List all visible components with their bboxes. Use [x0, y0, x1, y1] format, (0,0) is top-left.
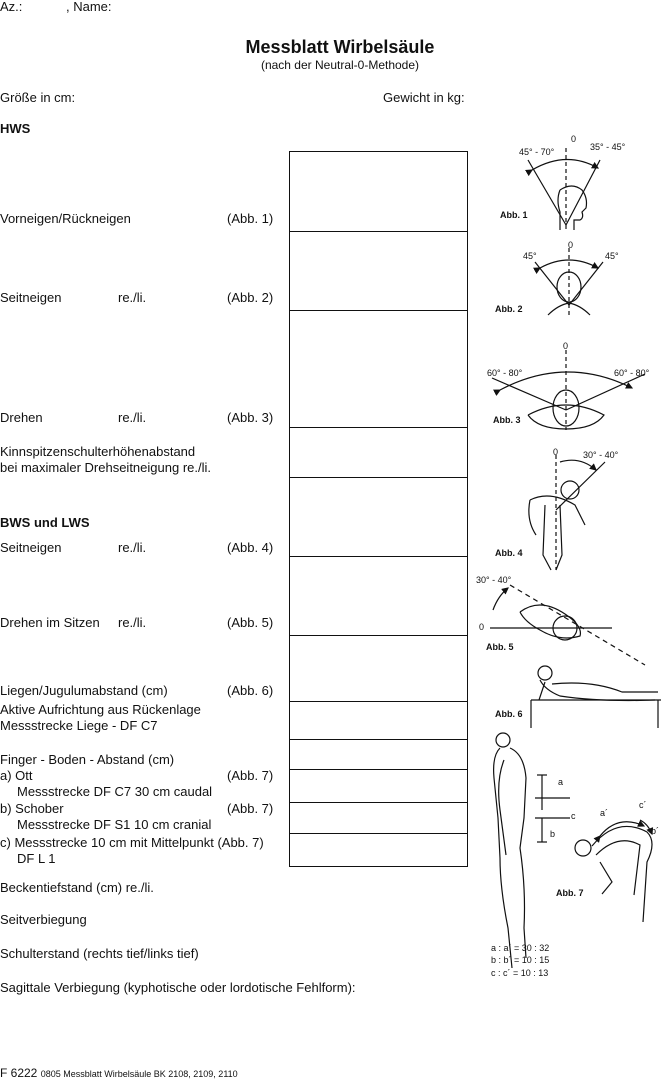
- abb7-ratio-b: b : b´ = 10 : 15: [491, 955, 550, 965]
- footer: [0, 1066, 238, 1080]
- abb7-c2: c´: [639, 800, 647, 810]
- abb2-figure: [535, 248, 603, 315]
- abb7-caption: Abb. 7: [556, 888, 584, 898]
- row-ref: (Abb. 2): [227, 290, 274, 305]
- row-side: re./li.: [118, 615, 147, 630]
- weight-label: Gewicht in kg:: [383, 90, 465, 105]
- az-label: Az.:: [0, 0, 23, 14]
- abb4-angle: 30° - 40°: [583, 450, 619, 460]
- abb7-b2: b´: [651, 826, 660, 836]
- row-label: Messstrecke Liege - DF C7: [0, 718, 158, 733]
- abb7-c: c: [571, 811, 576, 821]
- abb3-figure: [492, 350, 645, 430]
- abb7-ratio-a: a : a´ = 30 : 32: [491, 943, 550, 953]
- row-label: Finger - Boden - Abstand (cm): [0, 752, 175, 767]
- size-label: Größe in cm:: [0, 90, 76, 105]
- row-label: b) Schober: [0, 801, 64, 816]
- section-hws: HWS: [0, 121, 31, 136]
- name-label: , Name:: [66, 0, 112, 14]
- abb6-figure: [531, 666, 661, 728]
- abb1-figure: [528, 148, 600, 230]
- abb1-right-angle: 35° - 45°: [590, 142, 626, 152]
- row-label: Aktive Aufrichtung aus Rückenlage: [0, 702, 201, 717]
- row-side: re./li.: [118, 290, 147, 305]
- row-label: Seitneigen: [0, 290, 62, 305]
- abb3-caption: Abb. 3: [493, 415, 521, 425]
- abb2-left-angle: 45°: [523, 251, 537, 261]
- abb7-a2: a´: [600, 808, 609, 818]
- row-label: Messstrecke DF S1 10 cm cranial: [17, 817, 212, 832]
- row-label: a) Ott: [0, 768, 33, 783]
- abb5-figure: [490, 585, 645, 665]
- abb7-ratio-c: c : c´ = 10 : 13: [491, 968, 549, 978]
- row-label: bei maximaler Drehseitneigung re./li.: [0, 460, 211, 475]
- row-label: Kinnspitzenschulterhöhenabstand: [0, 444, 196, 459]
- abb5-caption: Abb. 5: [486, 642, 514, 652]
- row-label: Seitverbiegung: [0, 912, 87, 927]
- row-ref: (Abb. 7): [227, 768, 274, 783]
- row-ref: (Abb. 1): [227, 211, 274, 226]
- page-title: Messblatt Wirbelsäule: [245, 37, 435, 57]
- form-description: 0805 Messblatt Wirbelsäule BK 2108, 2109, 2110: [40, 1069, 238, 1079]
- row-label: Drehen im Sitzen: [0, 615, 100, 630]
- row-label: Beckentiefstand (cm) re./li.: [0, 880, 154, 895]
- row-ref: (Abb. 4): [227, 540, 274, 555]
- abb1-caption: Abb. 1: [500, 210, 528, 220]
- row-label: Vorneigen/Rückneigen: [0, 211, 131, 226]
- form-code: F 6222: [0, 1066, 38, 1080]
- abb2-caption: Abb. 2: [495, 304, 523, 314]
- row-ref: (Abb. 3): [227, 410, 274, 425]
- abb5-angle: 30° - 40°: [476, 575, 512, 585]
- abb7-a: a: [558, 777, 564, 787]
- abb4-caption: Abb. 4: [495, 548, 523, 558]
- row-side: re./li.: [118, 540, 147, 555]
- abb1-left-angle: 45° - 70°: [519, 147, 555, 157]
- abb5-zero: 0: [479, 622, 485, 632]
- row-label: Messstrecke DF C7 30 cm caudal: [17, 784, 213, 799]
- abb7-b: b: [550, 829, 556, 839]
- row-ref: (Abb. 5): [227, 615, 274, 630]
- abb6-caption: Abb. 6: [495, 709, 523, 719]
- row-side: re./li.: [118, 410, 147, 425]
- row-label: Seitneigen: [0, 540, 62, 555]
- row-label: Sagittale Verbiegung (kyphotische oder lordotische Fehlform):: [0, 980, 356, 995]
- section-bws-lws: BWS und LWS: [0, 515, 90, 530]
- row-label: DF L 1: [17, 851, 56, 866]
- abb4-zero: 0: [553, 447, 559, 457]
- row-ref: (Abb. 7): [227, 801, 274, 816]
- row-label: Schulterstand (rechts tief/links tief): [0, 946, 199, 961]
- abb3-zero: 0: [563, 341, 569, 351]
- abb7-figure: [494, 733, 652, 968]
- page-subtitle: (nach der Neutral-0-Methode): [260, 58, 420, 72]
- abb1-zero: 0: [571, 134, 577, 144]
- abb3-left-angle: 60° - 80°: [487, 368, 523, 378]
- row-ref: (Abb. 6): [227, 683, 274, 698]
- row-label: Drehen: [0, 410, 43, 425]
- abb4-figure: [529, 455, 605, 570]
- row-label: Liegen/Jugulumabstand (cm): [0, 683, 168, 698]
- abb3-right-angle: 60° - 80°: [614, 368, 650, 378]
- abb2-zero: 0: [568, 240, 574, 250]
- row-label: c) Messstrecke 10 cm mit Mittelpunkt (Abb. 7): [0, 835, 264, 850]
- abb2-right-angle: 45°: [605, 251, 619, 261]
